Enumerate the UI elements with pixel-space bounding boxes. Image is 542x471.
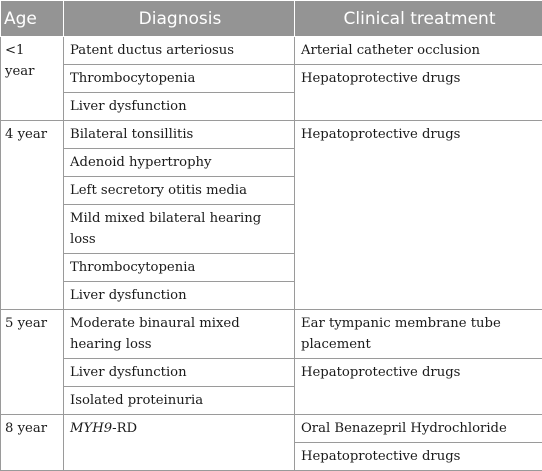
age-cell: <1 year — [1, 37, 64, 121]
treatment-cell: Ear tympanic membrane tube placement — [295, 310, 542, 359]
treatment-cell: Hepatoprotective drugs — [295, 443, 542, 471]
gene-name: MYH9 — [70, 421, 112, 436]
diagnosis-suffix: -RD — [112, 421, 137, 436]
table-row — [1, 415, 542, 443]
diagnosis-cell: Patent ductus arteriosus — [64, 37, 295, 65]
diagnosis-cell: Thrombocytopenia — [64, 65, 295, 93]
treatment-cell: Oral Benazepril Hydrochloride — [295, 415, 542, 443]
diagnosis-cell: Liver dysfunction — [64, 282, 295, 310]
table-row — [1, 65, 542, 93]
diagnosis-cell: Adenoid hypertrophy — [64, 149, 295, 177]
header-diagnosis: Diagnosis — [64, 1, 295, 37]
age-cell: 4 year — [1, 121, 64, 310]
header-age: Age — [1, 1, 64, 37]
age-cell: 5 year — [1, 310, 64, 415]
table-row — [1, 37, 542, 65]
diagnosis-cell: Liver dysfunction — [64, 93, 295, 121]
diagnosis-cell: Moderate binaural mixed hearing loss — [64, 310, 295, 359]
diagnosis-cell: Liver dysfunction — [64, 359, 295, 387]
treatment-cell: Hepatoprotective drugs — [295, 65, 542, 121]
diagnosis-cell: Bilateral tonsillitis — [64, 121, 295, 149]
table-row — [1, 359, 542, 387]
header-treatment: Clinical treatment — [295, 1, 542, 37]
diagnosis-cell — [64, 415, 295, 471]
diagnosis-cell: Mild mixed bilateral hearing loss — [64, 205, 295, 254]
table-row — [1, 310, 542, 359]
header-row — [1, 1, 542, 37]
diagnosis-cell: Left secretory otitis media — [64, 177, 295, 205]
diagnosis-cell: Thrombocytopenia — [64, 254, 295, 282]
diagnosis-cell: Isolated proteinuria — [64, 387, 295, 415]
table-row — [1, 121, 542, 149]
treatment-cell: Arterial catheter occlusion — [295, 37, 542, 65]
treatment-cell: Hepatoprotective drugs — [295, 121, 542, 310]
age-cell: 8 year — [1, 415, 64, 471]
treatment-cell: Hepatoprotective drugs — [295, 359, 542, 415]
